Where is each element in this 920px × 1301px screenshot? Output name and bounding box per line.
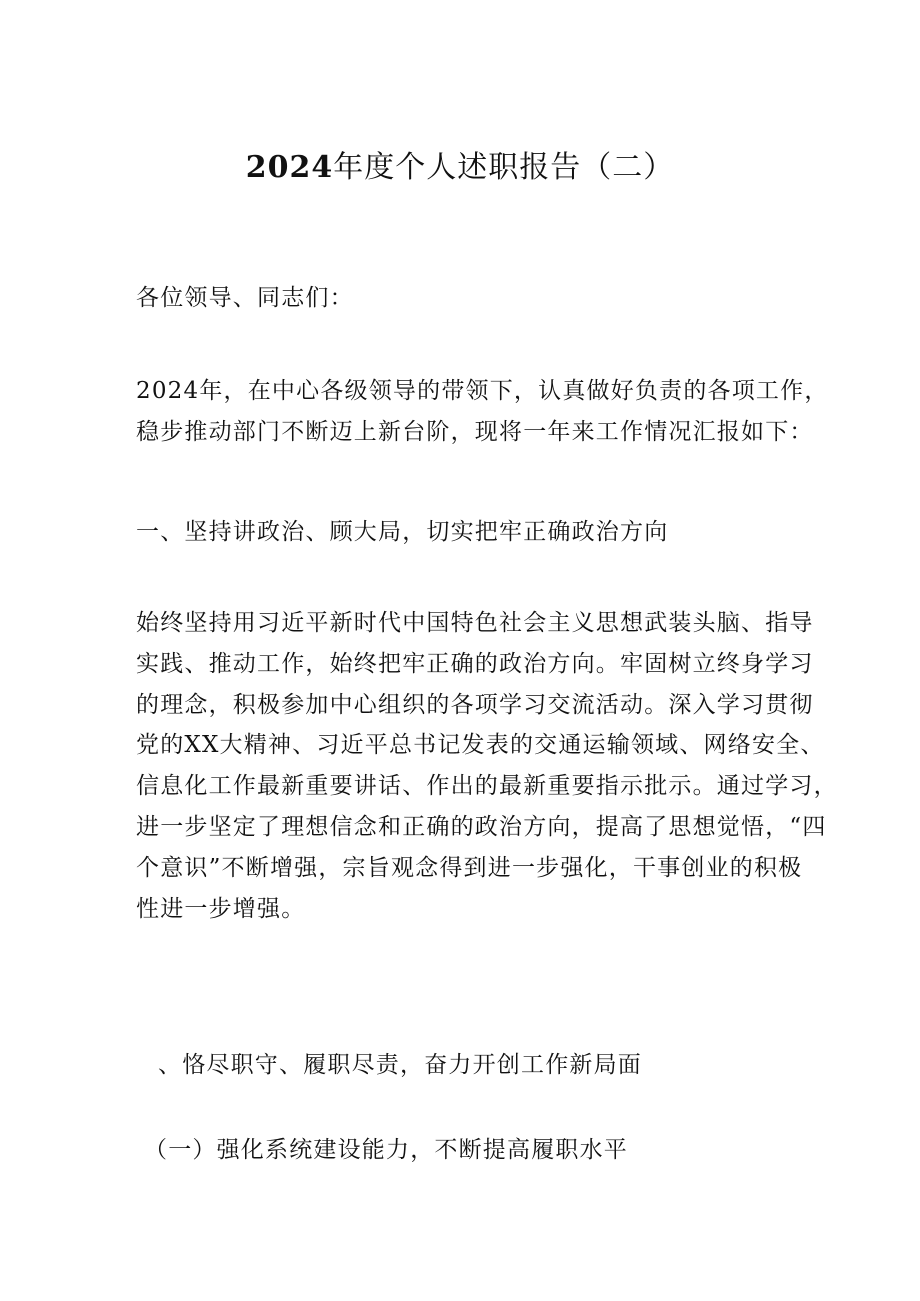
paragraph-line: 性进一步增强。 <box>136 895 306 922</box>
intro-line: 2024年，在中心各级领导的带领下，认真做好负责的各项工作， <box>136 378 829 404</box>
intro-paragraph <box>136 371 829 453</box>
paragraph-line: 的理念，积极参加中心组织的各项学习交流活动。深入学习贯彻 <box>136 691 814 718</box>
paragraph-line: 始终坚持用习近平新时代中国特色社会主义思想武装头脑、指导 <box>136 610 814 636</box>
paragraph-line: 个意识”不断增强，宗旨观念得到进一步强化，干事创业的积极 <box>136 854 803 881</box>
paragraph-line: 进一步坚定了理想信念和正确的政治方向，提高了思想觉悟，“四 <box>136 813 827 840</box>
greeting: 各位领导、同志们： <box>136 285 354 311</box>
section-1-paragraph <box>136 603 838 929</box>
paragraph-line: 信息化工作最新重要讲话、作出的最新重要指示批示。通过学习， <box>136 773 838 800</box>
paragraph-line: 党的XX大精神、习近平总书记发表的交通运输领域、网络安全、 <box>136 732 825 759</box>
section-2-heading: 、恪尽职守、履职尽责，奋力开创工作新局面 <box>158 1052 642 1078</box>
title-text: 年度个人述职报告（二） <box>333 150 675 185</box>
page-title <box>0 148 920 188</box>
section-1-heading: 一、坚持讲政治、顾大局，切实把牢正确政治方向 <box>136 519 669 545</box>
intro-line: 稳步推动部门不断迈上新台阶，现将一年来工作情况汇报如下： <box>136 418 814 445</box>
title-year: 2024 <box>245 150 334 185</box>
subsection-1-heading: （一）强化系统建设能力，不断提高履职水平 <box>144 1137 628 1163</box>
paragraph-line: 实践、推动工作，始终把牢正确的政治方向。牢固树立终身学习 <box>136 650 814 677</box>
